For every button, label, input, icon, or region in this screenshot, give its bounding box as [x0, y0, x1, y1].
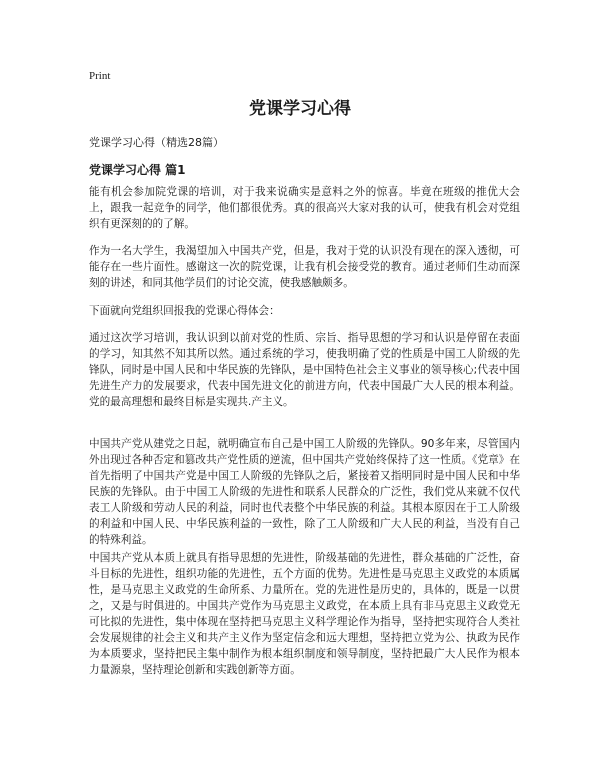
body-paragraph: 下面就向党组织回报我的党课心得体会：: [89, 305, 280, 317]
print-link[interactable]: Print: [89, 70, 111, 82]
body-paragraph: 中国共产党从建党之日起，就明确宣布自己是中国工人阶级的先锋队。90多年来，尽管国内外出现过各种否定和篡改共产党性质的逆流，但中国共产党始终保持了这一性质。《党章》在首先指明了中国共产党是中国工人阶级的先锋队之后，紧接着又指明同时是中国人民和中华民族的先锋队。由于中国工人阶级的先进性和联系人民群众的广泛性，我们党从来就不仅代表工人阶级和劳动人民的利益，同时也代表整个中华民族的利益。其根本原因在于工人阶级的利益和中国人民、中华民族利益的一致性，除了工人阶级和广大人民的利益，当没有自己的特殊利益。: [89, 438, 520, 546]
page-title: 党课学习心得: [249, 99, 351, 119]
section-heading: 党课学习心得 篇1: [89, 163, 186, 177]
body-paragraph: 能有机会参加院党课的培训，对于我来说确实是意料之外的惊喜。毕竟在班级的推优大会上，跟我一起竞争的同学，他们都很优秀。真的很高兴大家对我的认可，使我有机会对党组织有更深刻的的了解。: [89, 186, 520, 230]
body-paragraph: 通过这次学习培训，我认识到以前对党的性质、宗旨、指导思想的学习和认识是停留在表面的学习，知其然不知其所以然。通过系统的学习，使我明确了党的性质是中国工人阶级的先锋队，同时是中国人民和中华民族的先锋队，是中国特色社会主义事业的领导核心;代表中国先进生产力的发展要求，代表中国先进文化的前进方向，代表中国最广大人民的根本利益。党的最高理想和最终目标是实现共.产主义。: [89, 332, 520, 408]
document-subtitle: 党课学习心得（精选28篇）: [89, 136, 224, 149]
body-paragraph: 作为一名大学生，我渴望加入中国共产党，但是，我对于党的认识没有现在的深入透彻，可能存在一些片面性。感谢这一次的院党课，让我有机会接受党的教育。通过老师们生动而深刻的讲述，和同其他学员们的讨论交流，使我感触颇多。: [89, 245, 520, 289]
body-paragraph: 中国共产党从本质上就具有指导思想的先进性，阶级基础的先进性，群众基础的广泛性，奋斗目标的先进性，组织功能的先进性，五个方面的优势。先进性是马克思主义政党的本质属性，是马克思主义政党的生命所系、力量所在。党的先进性是历史的，具体的，既是一以贯之，又是与时俱进的。中国共产党作为马克思主义政党，在本质上具有非马克思主义政党无可比拟的先进性，集中体现在坚持把马克思主义科学理论作为指导，坚持把实现符合人类社会发展规律的社会主义和共产主义作为坚定信念和远大理想，坚持把立党为公、执政为民作为本质要求，坚持把民主集中制作为根本组织制度和领导制度，坚持把最广大人民作为根本力量源泉，坚持理论创新和实践创新等方面。: [89, 552, 520, 676]
